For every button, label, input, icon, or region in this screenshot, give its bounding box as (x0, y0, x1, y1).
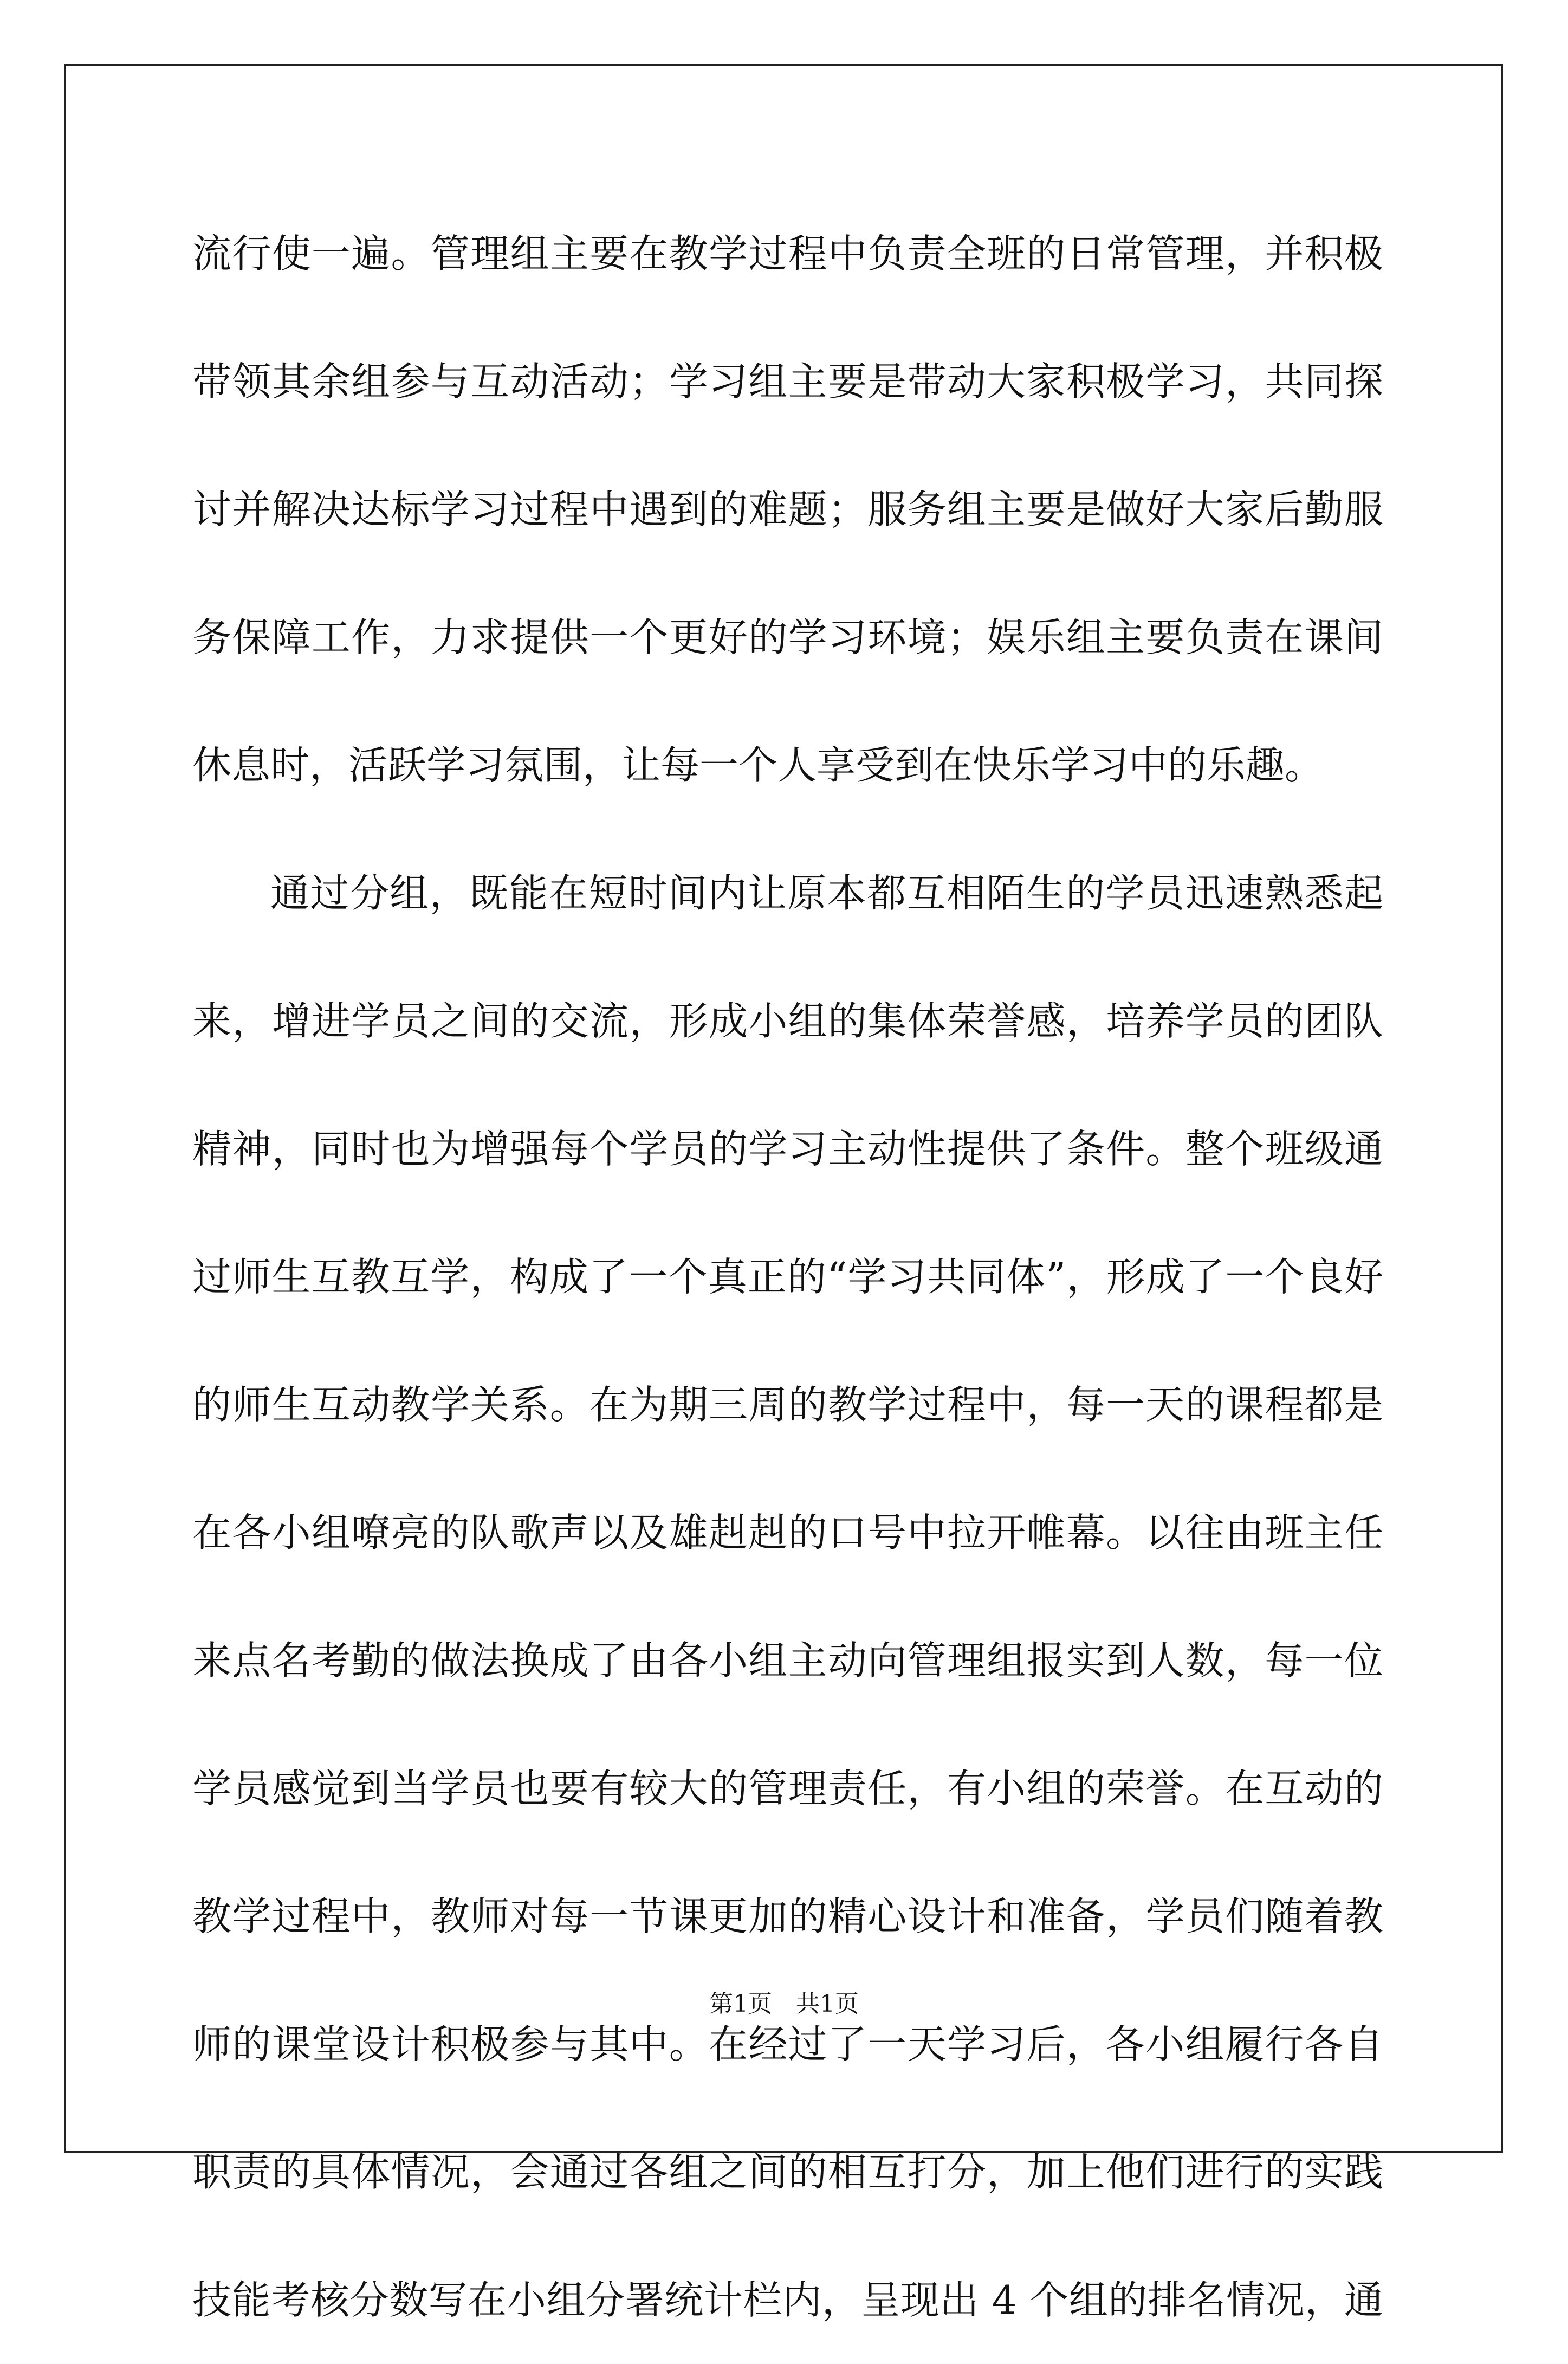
page-number: 第1页 (709, 1990, 772, 2018)
text-line: 务保障工作，力求提供一个更好的学习环境；娱乐组主要负责在课间 (192, 615, 1383, 660)
text-line: 过师生互教互学，构成了一个真正的“学习共同体”，形成了一个良好 (192, 1254, 1383, 1300)
text-line: 师的课堂设计积极参与其中。在经过了一天学习后，各小组履行各自 (192, 2021, 1383, 2067)
text-line: 精神，同时也为增强每个学员的学习主动性提供了条件。整个班级通 (192, 1126, 1383, 1172)
text-line: 技能考核分数写在小组分署统计栏内，呈现出 4 个组的排名情况，通 (192, 2277, 1383, 2323)
text-line: 流行使一遍。管理组主要在教学过程中负责全班的日常管理，并积极 (192, 231, 1383, 276)
text-line: 讨并解决达标学习过程中遇到的难题；服务组主要是做好大家后勤服 (192, 487, 1383, 532)
text-line: 休息时，活跃学习氛围，让每一个人享受到在快乐学习中的乐趣。 (192, 742, 1324, 788)
text-line: 在各小组嘹亮的队歌声以及雄赳赳的口号中拉开帷幕。以往由班主任 (192, 1510, 1383, 1555)
text-line: 教学过程中，教师对每一节课更加的精心设计和准备，学员们随着教 (192, 1894, 1383, 1939)
text-line: 带领其余组参与互动活动；学习组主要是带动大家积极学习，共同探 (192, 359, 1383, 404)
page-footer (0, 1988, 1568, 2020)
text-line: 的师生互动教学关系。在为期三周的教学过程中，每一天的课程都是 (192, 1382, 1383, 1428)
document-body (192, 190, 1383, 2364)
text-line: 来，增进学员之间的交流，形成小组的集体荣誉感，培养学员的团队 (192, 998, 1383, 1044)
page-total: 共1页 (796, 1990, 859, 2018)
text-line: 通过分组，既能在短时间内让原本都互相陌生的学员迅速熟悉起 (270, 870, 1383, 916)
text-line: 学员感觉到当学员也要有较大的管理责任，有小组的荣誉。在互动的 (192, 1766, 1383, 1811)
text-line: 职责的具体情况，会通过各组之间的相互打分，加上他们进行的实践 (192, 2149, 1383, 2195)
text-line: 来点名考勤的做法换成了由各小组主动向管理组报实到人数，每一位 (192, 1638, 1383, 1683)
